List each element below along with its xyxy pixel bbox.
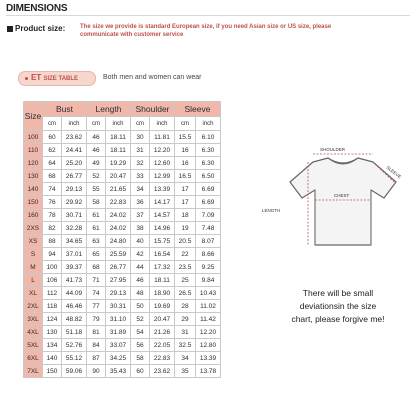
group-header: Bust xyxy=(43,102,87,117)
divider xyxy=(6,15,410,16)
measure-cell: 26.5 xyxy=(175,287,196,300)
measure-cell: 12.99 xyxy=(150,170,175,183)
measure-cell: 26.77 xyxy=(62,170,87,183)
measure-cell: 130 xyxy=(43,326,62,339)
measure-cell: 16 xyxy=(175,157,196,170)
measure-cell: 77 xyxy=(87,300,106,313)
table-row xyxy=(24,144,221,157)
measure-cell: 29.13 xyxy=(106,287,131,300)
measure-cell: 78 xyxy=(43,209,62,222)
measure-cell: 12.60 xyxy=(150,157,175,170)
measure-cell: 68 xyxy=(43,170,62,183)
measure-cell: 22.83 xyxy=(150,352,175,365)
measure-cell: 19.29 xyxy=(106,157,131,170)
measure-cell: 27.95 xyxy=(106,274,131,287)
measure-cell: 13.78 xyxy=(196,365,221,378)
measure-cell: 24.80 xyxy=(106,235,131,248)
measure-cell: 30 xyxy=(131,131,150,144)
measure-cell: 15.75 xyxy=(150,235,175,248)
measure-cell: 61 xyxy=(87,222,106,235)
measure-cell: 124 xyxy=(43,313,62,326)
measure-cell: 9.25 xyxy=(196,261,221,274)
measure-cell: 150 xyxy=(43,365,62,378)
measure-cell: 44.09 xyxy=(62,287,87,300)
measure-cell: 17 xyxy=(175,183,196,196)
measure-cell: 18.11 xyxy=(150,274,175,287)
deviation-line-2: deviationsin the size xyxy=(299,301,377,311)
size-cell: 140 xyxy=(24,183,43,196)
measure-cell: 31.10 xyxy=(106,313,131,326)
measure-cell: 41.73 xyxy=(62,274,87,287)
measure-cell: 65 xyxy=(87,248,106,261)
measure-cell: 46 xyxy=(87,131,106,144)
measure-cell: 12.80 xyxy=(196,339,221,352)
measure-cell: 50 xyxy=(131,300,150,313)
group-header: Shoulder xyxy=(131,102,175,117)
measure-cell: 29.92 xyxy=(62,196,87,209)
measure-cell: 84 xyxy=(87,339,106,352)
measure-cell: 33 xyxy=(131,170,150,183)
size-cell: 2XS xyxy=(24,222,43,235)
table-row xyxy=(24,196,221,209)
measure-cell: 12.20 xyxy=(150,144,175,157)
deviation-line-3: chart, please forgive me! xyxy=(291,314,385,324)
measure-cell: 46.46 xyxy=(62,300,87,313)
measure-cell: 90 xyxy=(87,365,106,378)
measure-cell: 82 xyxy=(43,222,62,235)
table-row xyxy=(24,235,221,248)
size-cell: 6XL xyxy=(24,352,43,365)
measure-cell: 15.5 xyxy=(175,131,196,144)
unit-header: inch xyxy=(62,117,87,131)
measure-cell: 14.57 xyxy=(150,209,175,222)
measure-cell: 8.07 xyxy=(196,235,221,248)
measure-cell: 24.02 xyxy=(106,222,131,235)
size-header: Size xyxy=(24,102,43,131)
measure-cell: 16.54 xyxy=(150,248,175,261)
measure-cell: 31 xyxy=(131,144,150,157)
measure-cell: 6.69 xyxy=(196,196,221,209)
measure-cell: 20.47 xyxy=(150,313,175,326)
measure-cell: 48 xyxy=(131,287,150,300)
table-row xyxy=(24,274,221,287)
measure-cell: 36 xyxy=(131,196,150,209)
measure-cell: 62 xyxy=(43,144,62,157)
measure-cell: 81 xyxy=(87,326,106,339)
size-cell: 3XL xyxy=(24,313,43,326)
size-cell: S xyxy=(24,248,43,261)
table-row xyxy=(24,157,221,170)
measure-cell: 34.65 xyxy=(62,235,87,248)
measure-cell: 11.02 xyxy=(196,300,221,313)
unit-header: cm xyxy=(131,117,150,131)
measure-cell: 74 xyxy=(87,287,106,300)
table-row xyxy=(24,287,221,300)
size-cell: 100 xyxy=(24,131,43,144)
measure-cell: 32 xyxy=(131,157,150,170)
measure-cell: 140 xyxy=(43,352,62,365)
measure-cell: 22.83 xyxy=(106,196,131,209)
measure-cell: 23.62 xyxy=(62,131,87,144)
measure-cell: 6.30 xyxy=(196,144,221,157)
measure-cell: 64 xyxy=(43,157,62,170)
table-row xyxy=(24,131,221,144)
measure-cell: 35.43 xyxy=(106,365,131,378)
measure-cell: 17.32 xyxy=(150,261,175,274)
measure-cell: 94 xyxy=(43,248,62,261)
size-cell: XL xyxy=(24,287,43,300)
size-table xyxy=(23,101,221,378)
size-cell: 160 xyxy=(24,209,43,222)
measure-cell: 14.17 xyxy=(150,196,175,209)
badge-note: Both men and women can wear xyxy=(103,74,202,81)
size-cell: 5XL xyxy=(24,339,43,352)
measure-cell: 30.71 xyxy=(62,209,87,222)
measure-cell: 31.89 xyxy=(106,326,131,339)
measure-cell: 61 xyxy=(87,209,106,222)
badge-label: SIZE TABLE xyxy=(43,76,79,82)
unit-header: cm xyxy=(87,117,106,131)
unit-header: inch xyxy=(196,117,221,131)
measure-cell: 13.39 xyxy=(196,352,221,365)
size-cell: 150 xyxy=(24,196,43,209)
tshirt-icon xyxy=(262,140,418,260)
measure-cell: 60 xyxy=(43,131,62,144)
measure-cell: 118 xyxy=(43,300,62,313)
measure-cell: 7.48 xyxy=(196,222,221,235)
measure-cell: 26.77 xyxy=(106,261,131,274)
measure-cell: 22.05 xyxy=(150,339,175,352)
measure-cell: 29 xyxy=(175,313,196,326)
measure-cell: 10.43 xyxy=(196,287,221,300)
table-row xyxy=(24,352,221,365)
measure-cell: 34 xyxy=(175,352,196,365)
size-cell: 4XL xyxy=(24,326,43,339)
measure-cell: 22 xyxy=(175,248,196,261)
measure-cell: 100 xyxy=(43,261,62,274)
unit-header: cm xyxy=(175,117,196,131)
length-label: LENGTH xyxy=(262,208,281,213)
measure-cell: 13.39 xyxy=(150,183,175,196)
measure-cell: 71 xyxy=(87,274,106,287)
measure-cell: 37 xyxy=(131,209,150,222)
measure-cell: 58 xyxy=(87,196,106,209)
measure-cell: 39.37 xyxy=(62,261,87,274)
measure-cell: 19.69 xyxy=(150,300,175,313)
measure-cell: 56 xyxy=(131,339,150,352)
measure-cell: 106 xyxy=(43,274,62,287)
measure-cell: 33.07 xyxy=(106,339,131,352)
measure-cell: 37.01 xyxy=(62,248,87,261)
measure-cell: 31 xyxy=(175,326,196,339)
measure-cell: 16.5 xyxy=(175,170,196,183)
measure-cell: 23.5 xyxy=(175,261,196,274)
measure-cell: 25.20 xyxy=(62,157,87,170)
size-cell: 110 xyxy=(24,144,43,157)
table-row xyxy=(24,209,221,222)
measure-cell: 68 xyxy=(87,261,106,274)
measure-cell: 88 xyxy=(43,235,62,248)
measure-cell: 16 xyxy=(175,144,196,157)
measure-cell: 24.02 xyxy=(106,209,131,222)
table-row xyxy=(24,170,221,183)
measure-cell: 11.81 xyxy=(150,131,175,144)
measure-cell: 46 xyxy=(131,274,150,287)
measure-cell: 20.47 xyxy=(106,170,131,183)
measure-cell: 19 xyxy=(175,222,196,235)
measure-cell: 18 xyxy=(175,209,196,222)
measure-cell: 74 xyxy=(43,183,62,196)
table-row xyxy=(24,300,221,313)
table-row xyxy=(24,261,221,274)
size-cell: 2XL xyxy=(24,300,43,313)
table-row xyxy=(24,183,221,196)
measure-cell: 18.90 xyxy=(150,287,175,300)
measure-cell: 20.5 xyxy=(175,235,196,248)
measure-cell: 18.11 xyxy=(106,144,131,157)
measure-cell: 14.96 xyxy=(150,222,175,235)
measure-cell: 17 xyxy=(175,196,196,209)
measure-cell: 8.66 xyxy=(196,248,221,261)
badge-dot xyxy=(25,77,28,80)
measure-cell: 12.20 xyxy=(196,326,221,339)
measure-cell: 54 xyxy=(131,326,150,339)
unit-header: inch xyxy=(150,117,175,131)
measure-cell: 25 xyxy=(175,274,196,287)
measure-cell: 55.12 xyxy=(62,352,87,365)
measure-cell: 18.11 xyxy=(106,131,131,144)
measure-cell: 87 xyxy=(87,352,106,365)
size-cell: 7XL xyxy=(24,365,43,378)
measure-cell: 6.10 xyxy=(196,131,221,144)
measure-cell: 25.59 xyxy=(106,248,131,261)
table-row xyxy=(24,248,221,261)
size-cell: 120 xyxy=(24,157,43,170)
table-row xyxy=(24,326,221,339)
size-table-badge xyxy=(18,71,96,86)
measure-cell: 21.65 xyxy=(106,183,131,196)
deviation-note xyxy=(268,287,408,326)
badge-brand: ET xyxy=(31,73,42,82)
measure-cell: 58 xyxy=(131,352,150,365)
measure-cell: 35 xyxy=(175,365,196,378)
measure-cell: 28 xyxy=(175,300,196,313)
measure-cell: 34 xyxy=(131,183,150,196)
unit-header: cm xyxy=(43,117,62,131)
measure-cell: 52 xyxy=(131,313,150,326)
tshirt-diagram xyxy=(262,140,418,260)
measure-cell: 42 xyxy=(131,248,150,261)
deviation-line-1: There will be small xyxy=(302,288,374,298)
measure-cell: 76 xyxy=(43,196,62,209)
measure-cell: 52.76 xyxy=(62,339,87,352)
table-row xyxy=(24,339,221,352)
measure-cell: 32.5 xyxy=(175,339,196,352)
measure-cell: 134 xyxy=(43,339,62,352)
size-cell: 130 xyxy=(24,170,43,183)
measure-cell: 40 xyxy=(131,235,150,248)
measure-cell: 23.62 xyxy=(150,365,175,378)
measure-cell: 55 xyxy=(87,183,106,196)
measure-cell: 49 xyxy=(87,157,106,170)
size-cell: XS xyxy=(24,235,43,248)
measure-cell: 6.50 xyxy=(196,170,221,183)
product-size-label: Product size: xyxy=(15,24,66,33)
measure-cell: 29.13 xyxy=(62,183,87,196)
measure-cell: 9.84 xyxy=(196,274,221,287)
measure-cell: 32.28 xyxy=(62,222,87,235)
measure-cell: 52 xyxy=(87,170,106,183)
measure-cell: 11.42 xyxy=(196,313,221,326)
size-cell: L xyxy=(24,274,43,287)
measure-cell: 60 xyxy=(131,365,150,378)
table-row xyxy=(24,222,221,235)
measure-cell: 7.09 xyxy=(196,209,221,222)
shoulder-label: SHOULDER xyxy=(320,147,346,152)
measure-cell: 38 xyxy=(131,222,150,235)
group-header: Sleeve xyxy=(175,102,221,117)
measure-cell: 6.30 xyxy=(196,157,221,170)
table-row xyxy=(24,313,221,326)
size-cell: M xyxy=(24,261,43,274)
group-header: Length xyxy=(87,102,131,117)
table-row xyxy=(24,365,221,378)
measure-cell: 30.31 xyxy=(106,300,131,313)
measure-cell: 24.41 xyxy=(62,144,87,157)
unit-header: inch xyxy=(106,117,131,131)
measure-cell: 112 xyxy=(43,287,62,300)
measure-cell: 6.69 xyxy=(196,183,221,196)
chest-label: CHEST xyxy=(334,193,350,198)
measure-cell: 44 xyxy=(131,261,150,274)
bullet-square xyxy=(7,26,13,32)
measure-cell: 21.26 xyxy=(150,326,175,339)
sleeve-label: SLEEVE xyxy=(385,164,403,180)
measure-cell: 59.06 xyxy=(62,365,87,378)
measure-cell: 51.18 xyxy=(62,326,87,339)
measure-cell: 79 xyxy=(87,313,106,326)
dimensions-title: DIMENSIONS xyxy=(6,3,68,14)
measure-cell: 63 xyxy=(87,235,106,248)
measure-cell: 34.25 xyxy=(106,352,131,365)
measure-cell: 48.82 xyxy=(62,313,87,326)
product-size-note: The size we provide is standard European size, if you need Asian size or US size, please communicate with customer service xyxy=(80,24,332,38)
measure-cell: 46 xyxy=(87,144,106,157)
